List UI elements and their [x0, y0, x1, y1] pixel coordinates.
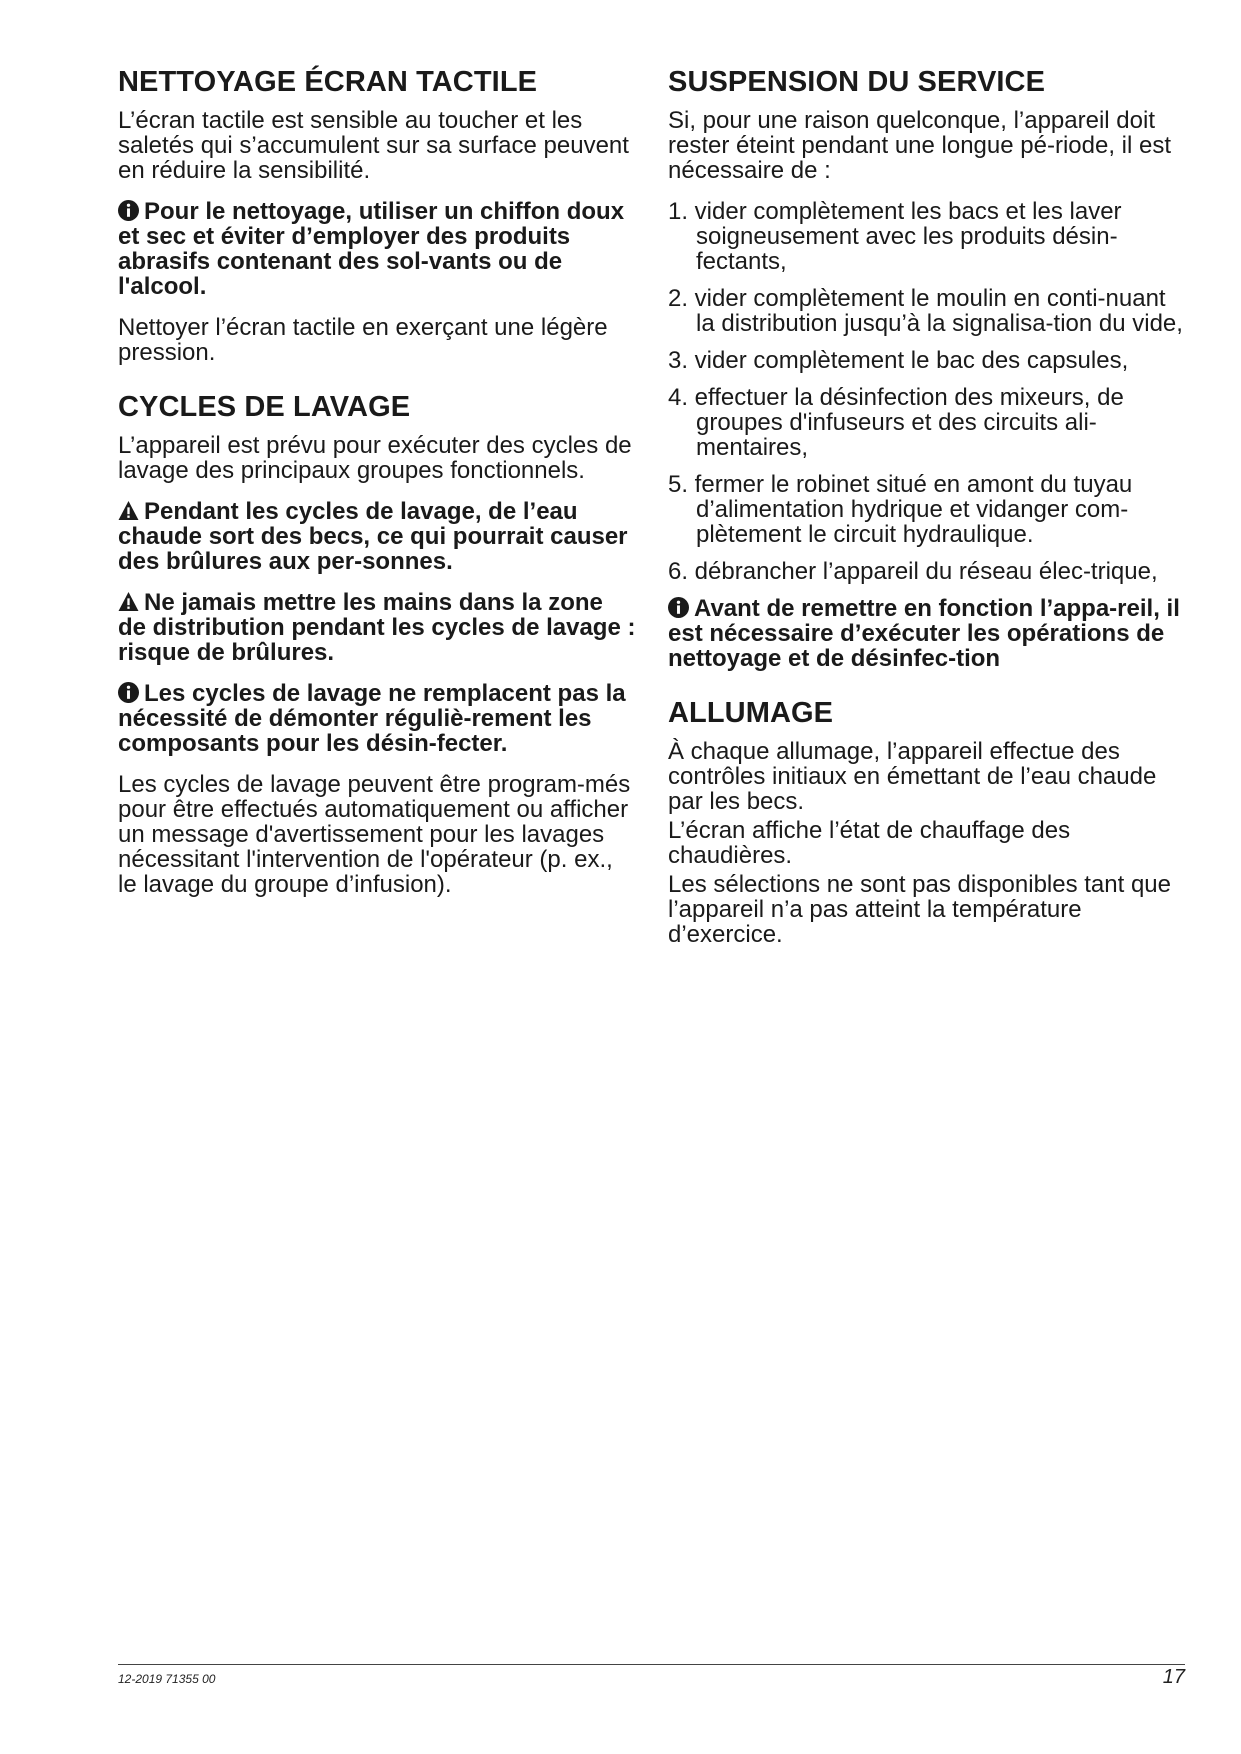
section-title: SUSPENSION DU SERVICE — [668, 66, 1046, 98]
section-touchscreen-cleaning — [118, 64, 636, 365]
steps-list — [668, 199, 1190, 584]
paragraph: L’appareil est prévu pour exécuter des cycles de lavage des principaux groupes fonctionnels. — [118, 432, 632, 484]
section-title: NETTOYAGE ÉCRAN TACTILE — [118, 66, 538, 98]
section-wash-cycles — [118, 389, 636, 897]
footer-divider — [118, 1664, 1185, 1665]
section-service-suspension — [668, 64, 1190, 671]
right-column — [668, 64, 1190, 971]
info-note — [118, 199, 636, 299]
section-power-on — [668, 695, 1190, 947]
left-column — [118, 64, 636, 921]
info-icon — [118, 682, 139, 703]
section-title: ALLUMAGE — [668, 697, 834, 729]
paragraph: À chaque allumage, l’appareil effectue des contrôles initiaux en émettant de l’eau chaude par les becs. — [668, 738, 1157, 815]
warning-icon — [118, 591, 139, 612]
info-note — [118, 681, 636, 756]
paragraph: Les cycles de lavage peuvent être program-més pour être effectués automatiquement ou afficher un message d'avertissement pour les lavages nécessitant l'intervention de l'opérateur (p. ex., le lavage du groupe d’infusion). — [118, 771, 631, 898]
info-note — [668, 596, 1190, 671]
list-item: 3. vider complètement le bac des capsules, — [668, 347, 1129, 374]
info-icon — [668, 597, 689, 618]
info-note-text: Les cycles de lavage ne remplacent pas la nécessité de démonter réguliè-rement les composants pour les désin-fecter. — [118, 680, 626, 757]
warning-note-text: Ne jamais mettre les mains dans la zone de distribution pendant les cycles de lavage : risque de brûlures. — [118, 589, 636, 666]
list-item: 2. vider complètement le moulin en conti-nuant la distribution jusqu’à la signalisa-tion du vide, — [668, 285, 1183, 337]
paragraph: Nettoyer l’écran tactile en exerçant une légère pression. — [118, 314, 608, 366]
list-item: 1. vider complètement les bacs et les laver soigneusement avec les produits désin-fectants, — [668, 198, 1122, 275]
warning-icon — [118, 500, 139, 521]
paragraph: L’écran affiche l’état de chauffage des chaudières. — [668, 817, 1071, 869]
paragraph: L’écran tactile est sensible au toucher et les saletés qui s’accumulent sur sa surface peuvent en réduire la sensibilité. — [118, 107, 629, 184]
page-number: 17 — [1162, 1666, 1185, 1688]
document-code: 12-2019 71355 00 — [118, 1672, 216, 1686]
warning-note — [118, 499, 636, 574]
info-note-text: Pour le nettoyage, utiliser un chiffon doux et sec et éviter d’employer des produits abrasifs contenant des sol-vants ou de l'alcool. — [118, 198, 625, 300]
info-icon — [118, 200, 139, 221]
warning-note-text: Pendant les cycles de lavage, de l’eau chaude sort des becs, ce qui pourrait causer des brûlures aux per-sonnes. — [118, 498, 628, 575]
list-item: 5. fermer le robinet situé en amont du tuyau d’alimentation hydrique et vidanger com-plètement le circuit hydraulique. — [668, 471, 1133, 548]
paragraph: Les sélections ne sont pas disponibles tant que l’appareil n’a pas atteint la température d’exercice. — [668, 871, 1172, 948]
warning-note — [118, 590, 636, 665]
list-item: 6. débrancher l’appareil du réseau élec-trique, — [668, 558, 1158, 585]
paragraph: Si, pour une raison quelconque, l’appareil doit rester éteint pendant une longue pé-riode, il est nécessaire de : — [668, 107, 1172, 184]
list-item: 4. effectuer la désinfection des mixeurs, de groupes d'infuseurs et des circuits ali-mentaires, — [668, 384, 1124, 461]
info-note-text: Avant de remettre en fonction l’appa-reil, il est nécessaire d’exécuter les opérations de nettoyage et de désinfec-tion — [668, 595, 1180, 672]
section-title: CYCLES DE LAVAGE — [118, 391, 411, 423]
